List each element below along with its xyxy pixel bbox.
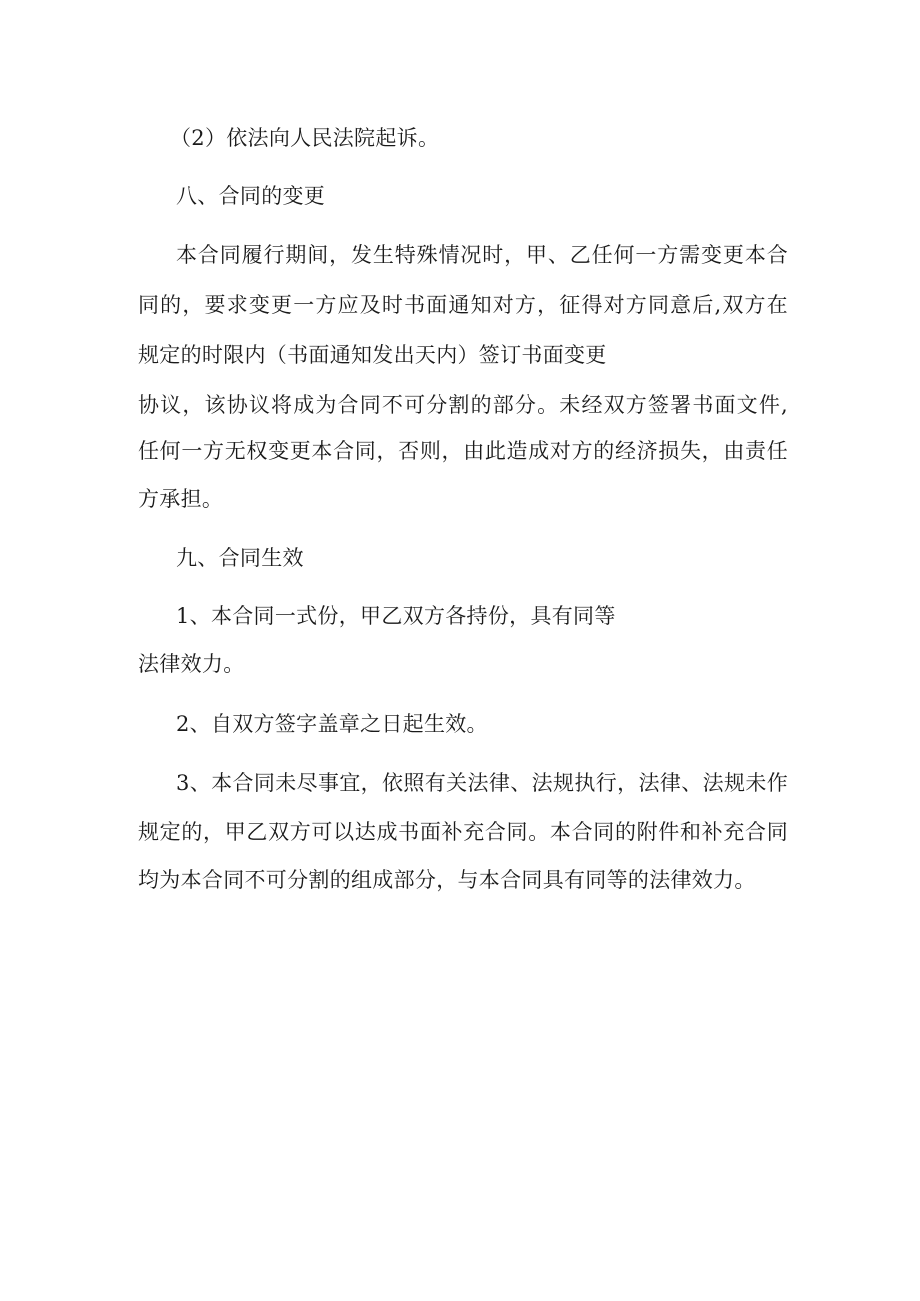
- section-heading-9: 九、合同生效: [176, 546, 304, 570]
- clause-item-2b: 2、自双方签字盖章之日起生效。: [176, 712, 488, 736]
- paragraph-line: 任何一方无权变更本合同，否则，由此造成对方的经济损失，由责任: [138, 439, 788, 463]
- section-heading-8: 八、合同的变更: [176, 184, 326, 208]
- clause-item-3: 3、本合同未尽事宜，依照有关法律、法规执行，法律、法规未作: [176, 771, 788, 795]
- clause-item-1: 1、本合同一式份，甲乙双方各持份，具有同等: [176, 604, 616, 628]
- clause-item-2: （2）依法向人民法院起诉。: [170, 126, 440, 150]
- paragraph-line: 规定的，甲乙双方可以达成书面补充合同。本合同的附件和补充合同: [138, 820, 788, 844]
- paragraph-line: 方承担。: [138, 487, 224, 511]
- paragraph-line: 同的，要求变更一方应及时书面通知对方，征得对方同意后,双方在: [138, 293, 788, 317]
- paragraph-line: 法律效力。: [138, 652, 245, 676]
- paragraph-line: 均为本合同不可分割的组成部分，与本合同具有同等的法律效力。: [138, 868, 756, 892]
- paragraph-line: 协议，该协议将成为合同不可分割的部分。未经双方签署书面文件,: [138, 393, 788, 417]
- paragraph-line: 规定的时限内（书面通知发出天内）签订书面变更: [138, 343, 607, 367]
- paragraph-line: 本合同履行期间，发生特殊情况时，甲、乙任何一方需变更本合: [176, 243, 788, 267]
